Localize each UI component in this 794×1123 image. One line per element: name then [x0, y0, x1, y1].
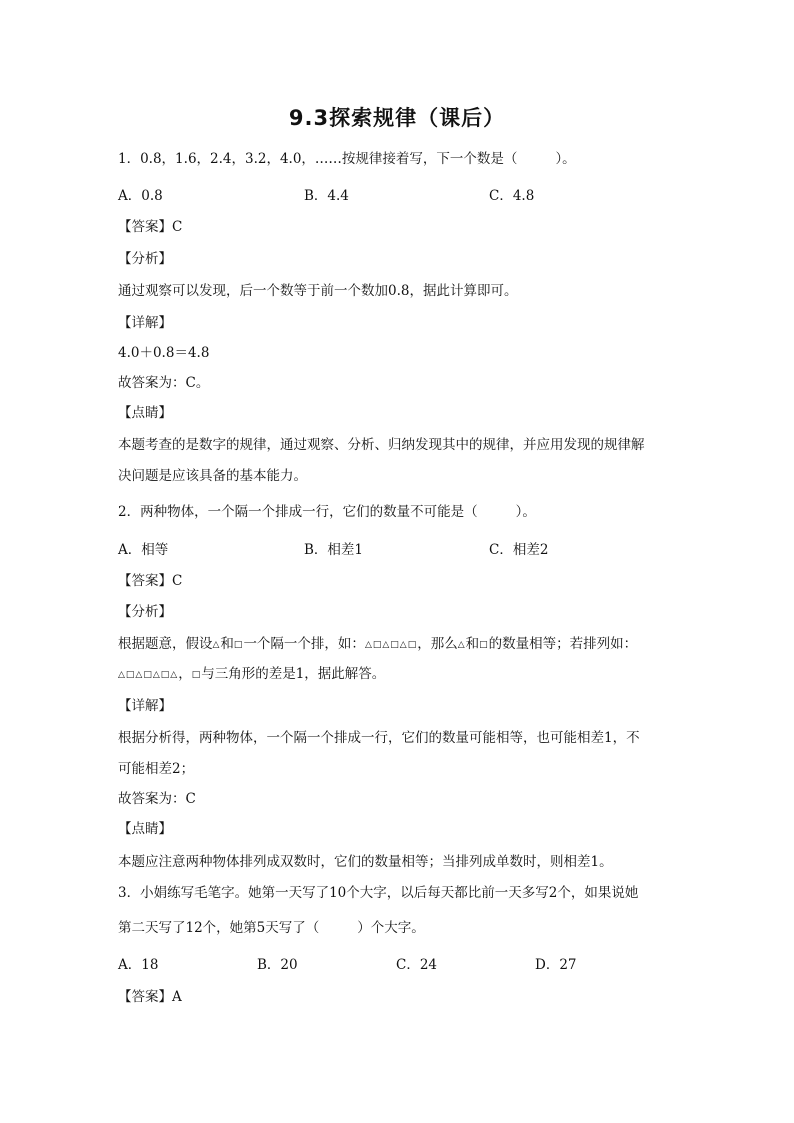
q1-comment-line-2: 决问题是应该具备的基本能力。	[118, 468, 307, 484]
q1-detail-heading: 【详解】	[118, 315, 172, 331]
shape-sequence-2: △□△□△□△	[118, 670, 179, 680]
q2-option-c: C．相差2	[489, 542, 549, 558]
q1-option-b: B．4.4	[304, 188, 349, 204]
q2-option-b: B．相差1	[304, 542, 364, 558]
q1-answer: 【答案】C	[118, 219, 183, 235]
q1-analysis-text: 通过观察可以发现，后一个数等于前一个数加0.8，据此计算即可。	[118, 283, 518, 299]
q1-analysis-heading: 【分析】	[118, 251, 172, 267]
q2-analysis-line-1: 根据题意，假设△和□一个隔一个排，如：△□△□△□，那么△和□的数量相等；若排列如：	[118, 636, 638, 652]
q3-answer: 【答案】A	[118, 989, 182, 1005]
q2-detail-heading: 【详解】	[118, 698, 172, 714]
q1-comment-line-1: 本题考查的是数字的规律，通过观察、分析、归纳发现其中的规律，并应用发现的规律解	[118, 437, 645, 453]
square-icon: □	[479, 640, 489, 650]
q1-option-c: C．4.8	[489, 188, 535, 204]
q1-detail-line-2: 故答案为：C。	[118, 375, 210, 391]
q3-option-d: D．27	[535, 957, 577, 973]
q1-comment-heading: 【点睛】	[118, 405, 172, 421]
q2-stem: 2．两种物体，一个隔一个排成一行，它们的数量不可能是（ ）。	[118, 504, 536, 520]
q3-stem-line-2: 第二天写了12个，她第5天写了（ ）个大字。	[118, 920, 425, 936]
q1-stem: 1．0.8，1.6，2.4，3.2，4.0，……按规律接着写，下一个数是（ ）。	[118, 151, 576, 167]
q2-detail-line-1: 根据分析得，两种物体，一个隔一个排成一行，它们的数量可能相等，也可能相差1，不	[118, 730, 640, 746]
q3-option-c: C．24	[396, 957, 438, 973]
q2-analysis-heading: 【分析】	[118, 604, 172, 620]
q2-comment-text: 本题应注意两种物体排列成双数时，它们的数量相等；当排列成单数时，则相差1。	[118, 854, 613, 870]
triangle-icon: △	[212, 640, 221, 650]
q2-detail-line-2: 可能相差2；	[118, 761, 195, 777]
q3-option-b: B．20	[257, 957, 298, 973]
q3-option-a: A．18	[118, 957, 159, 973]
page-title: 9.3探索规律（课后）	[288, 106, 506, 130]
square-icon: □	[191, 670, 202, 680]
triangle-icon: △	[457, 640, 466, 650]
q1-detail-line-1: 4.0＋0.8＝4.8	[118, 345, 210, 361]
q3-stem-line-1: 3．小娟练写毛笔字。她第一天写了10个大字，以后每天都比前一天多写2个，如果说她	[118, 885, 639, 901]
q2-option-a: A．相等	[118, 542, 169, 558]
q2-answer: 【答案】C	[118, 573, 183, 589]
q2-detail-line-3: 故答案为：C	[118, 791, 196, 807]
q2-analysis-line-2: △□△□△□△，□与三角形的差是1，据此解答。	[118, 666, 386, 682]
shape-sequence-1: △□△□△□	[364, 640, 418, 650]
q2-comment-heading: 【点睛】	[118, 821, 172, 837]
q1-option-a: A．0.8	[118, 188, 163, 204]
square-icon: □	[233, 640, 244, 650]
